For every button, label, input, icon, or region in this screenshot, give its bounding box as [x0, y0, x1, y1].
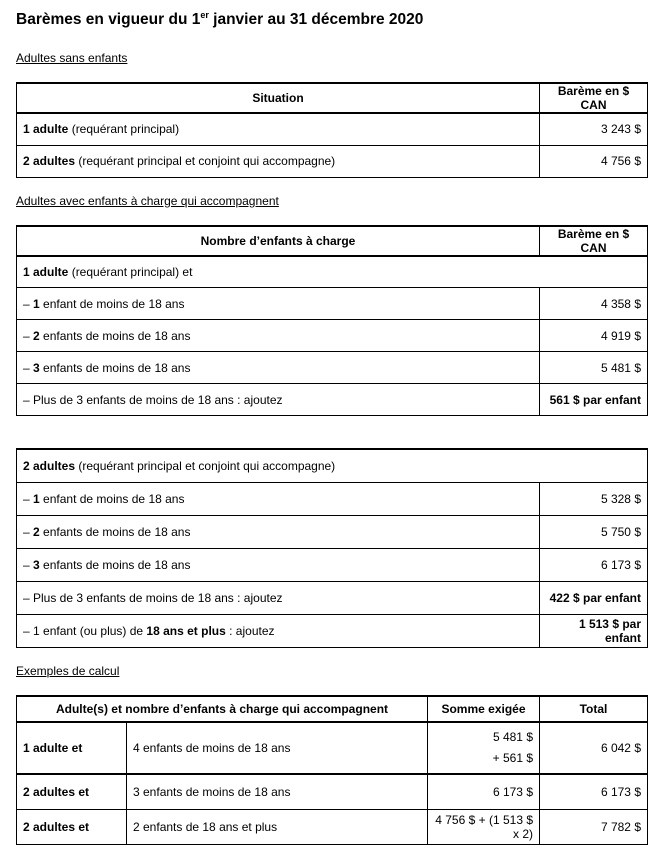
col-header-adultes-enfants: Adulte(s) et nombre d’enfants à charge qui accompagnent [17, 696, 428, 722]
table-row [17, 145, 648, 177]
col-header-bareme: Barème en $ CAN [540, 83, 648, 113]
table-row: – 2 enfants de moins de 18 ans 5 750 $ [17, 516, 648, 549]
row-amount: 4 919 $ [540, 320, 648, 352]
row-amount: 422 $ par enfant [540, 582, 648, 615]
title-prefix: Barèmes en vigueur du 1 [16, 11, 201, 28]
group-label: 2 adultes (requérant principal et conjoint qui accompagne) [17, 449, 648, 483]
col-header-bareme: Barème en $ CAN [540, 226, 648, 256]
row-amount: 4 756 $ [540, 145, 648, 177]
page [16, 0, 648, 845]
col-header-somme: Somme exigée [428, 696, 540, 722]
title-suffix: janvier au 31 décembre 2020 [208, 11, 424, 28]
row-amount: 5 750 $ [540, 516, 648, 549]
row-sum: 6 173 $ [428, 774, 540, 810]
section-heading-adultes-sans-enfants: Adultes sans enfants [16, 51, 128, 65]
table-row: – 3 enfants de moins de 18 ans 5 481 $ [17, 352, 648, 384]
table-row: – 1 enfant (ou plus) de 18 ans et plus : ajoutez 1 513 $ par enfant [17, 615, 648, 648]
table-row: – 1 enfant de moins de 18 ans 5 328 $ [17, 483, 648, 516]
table-row [17, 582, 648, 615]
table-adultes-sans-enfants [16, 82, 648, 178]
row-who: 2 adultes et [17, 774, 127, 810]
section-heading-adultes-avec-enfants: Adultes avec enfants à charge qui accompagnent [16, 193, 279, 208]
title-sup: er [200, 10, 209, 20]
table-row [17, 113, 648, 145]
row-sum: 5 481 $ + 561 $ [428, 722, 540, 774]
row-sum: 4 756 $ + (1 513 $ x 2) [428, 810, 540, 845]
section-heading-exemples: Exemples de calcul [16, 664, 120, 678]
row-amount: 5 481 $ [540, 352, 648, 384]
table-row: – 3 enfants de moins de 18 ans 6 173 $ [17, 549, 648, 582]
col-header-total: Total [540, 696, 648, 722]
row-label: – Plus de 3 enfants de moins de 18 ans : ajoutez [17, 384, 540, 416]
table-row: – 2 enfants de moins de 18 ans 4 919 $ [17, 320, 648, 352]
row-amount: 561 $ par enfant [540, 384, 648, 416]
table-exemples-calcul [16, 695, 648, 845]
table-row [17, 384, 648, 416]
row-amount: 1 513 $ par enfant [540, 615, 648, 648]
table-row [17, 774, 648, 810]
row-label: 2 adultes (requérant principal et conjoint qui accompagne) [17, 145, 540, 177]
row-amount: 4 358 $ [540, 288, 648, 320]
row-who: 1 adulte et [17, 722, 127, 774]
row-who: 2 adultes et [17, 810, 127, 845]
row-desc: 3 enfants de moins de 18 ans [127, 774, 428, 810]
row-total: 6 042 $ [540, 722, 648, 774]
table-row [17, 810, 648, 845]
row-amount: 6 173 $ [540, 549, 648, 582]
group-label: 1 adulte (requérant principal) et [17, 256, 648, 288]
table-1-adulte-avec-enfants [16, 225, 648, 417]
col-header-nombre-enfants: Nombre d’enfants à charge [17, 226, 540, 256]
row-total: 7 782 $ [540, 810, 648, 845]
row-desc: 2 enfants de 18 ans et plus [127, 810, 428, 845]
table-2-adultes-avec-enfants [16, 448, 648, 648]
page-title [16, 6, 648, 29]
row-label: – Plus de 3 enfants de moins de 18 ans : ajoutez [17, 582, 540, 615]
table-group-row [17, 449, 648, 483]
col-header-situation: Situation [17, 83, 540, 113]
row-total: 6 173 $ [540, 774, 648, 810]
table-row: – 1 enfant de moins de 18 ans 4 358 $ [17, 288, 648, 320]
table-group-row [17, 256, 648, 288]
row-amount: 5 328 $ [540, 483, 648, 516]
table-row [17, 722, 648, 774]
row-desc: 4 enfants de moins de 18 ans [127, 722, 428, 774]
row-amount: 3 243 $ [540, 113, 648, 145]
row-label: 1 adulte (requérant principal) [17, 113, 540, 145]
